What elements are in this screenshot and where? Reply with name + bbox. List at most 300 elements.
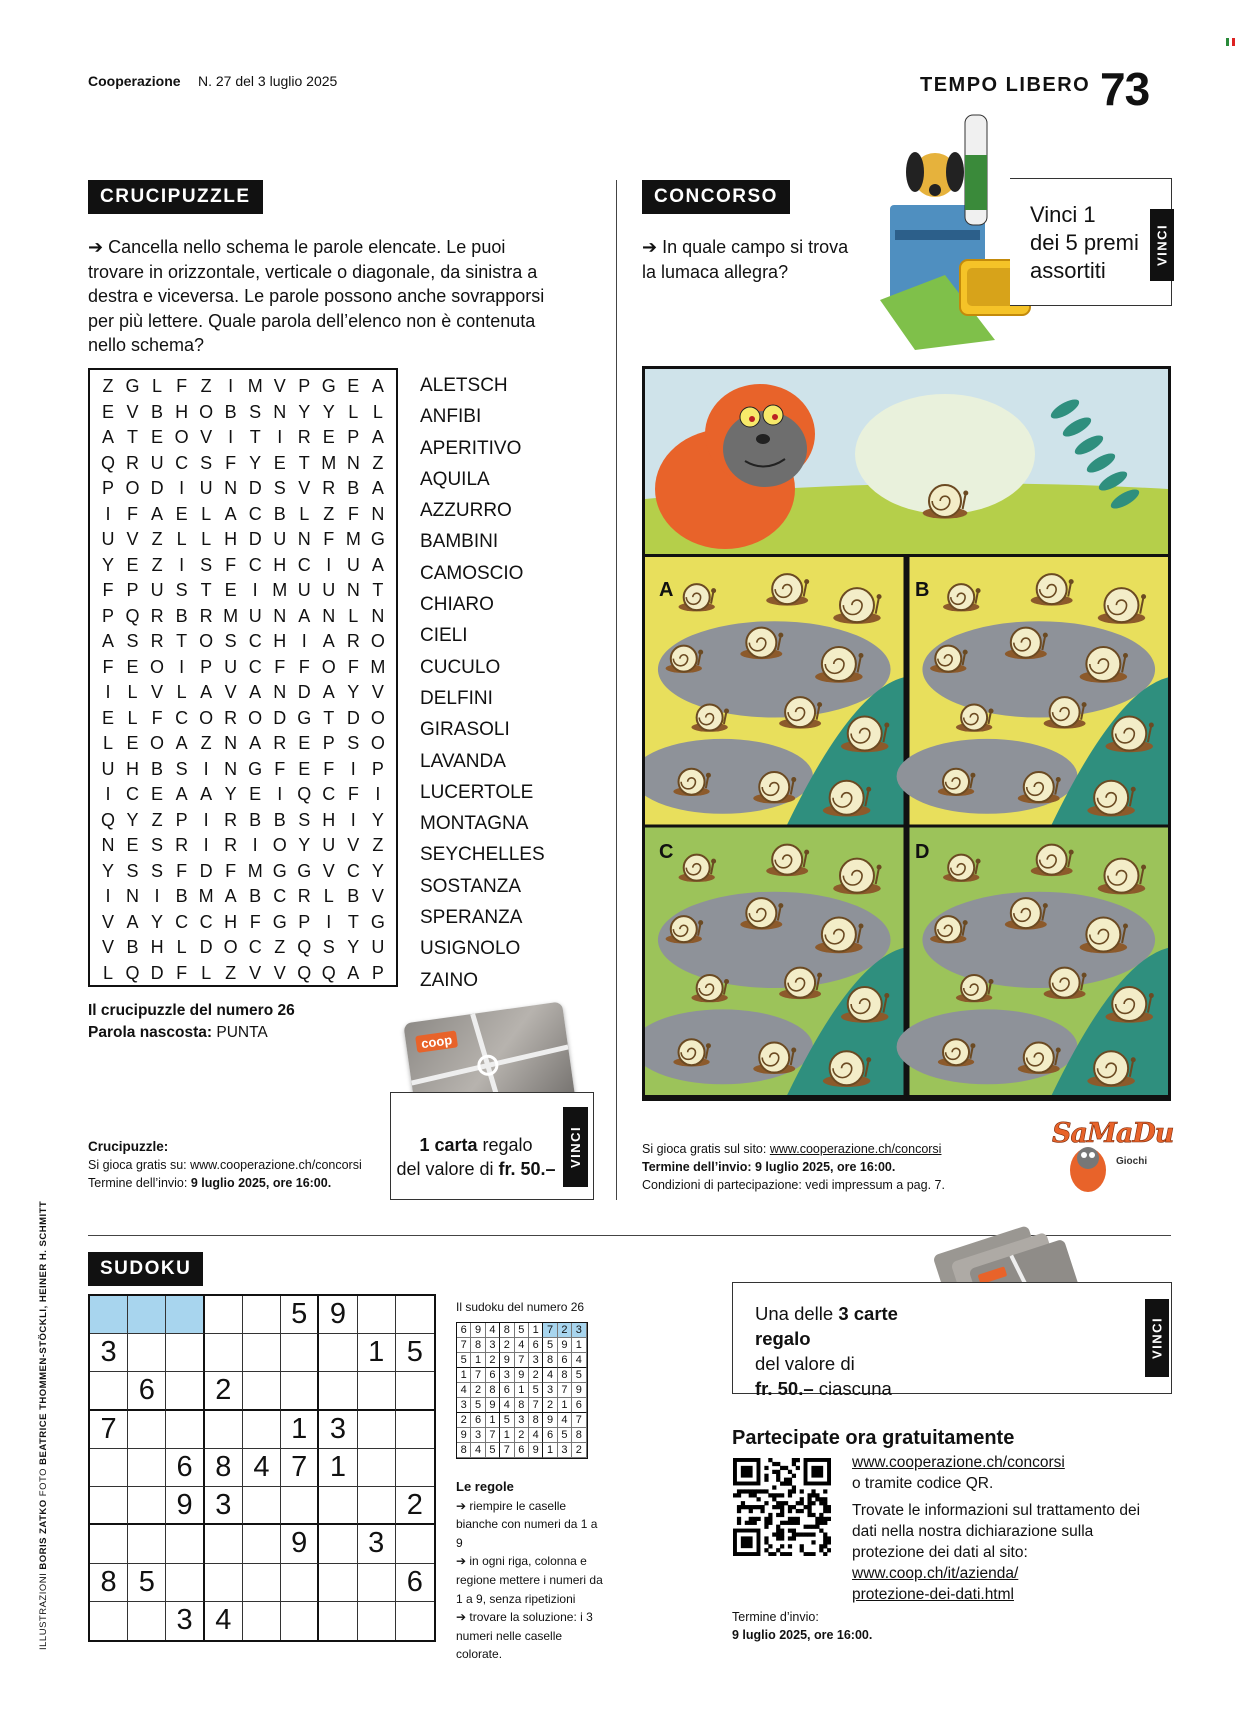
grid-letter[interactable]: U — [297, 580, 311, 601]
grid-letter[interactable]: Q — [297, 962, 312, 983]
grid-letter[interactable]: S — [273, 478, 286, 499]
grid-letter[interactable]: C — [199, 911, 213, 932]
sudoku-cell[interactable] — [128, 1411, 166, 1449]
grid-letter[interactable]: T — [323, 707, 335, 728]
grid-letter[interactable]: T — [347, 911, 359, 932]
grid-letter[interactable]: N — [273, 605, 287, 626]
grid-letter[interactable]: D — [273, 707, 287, 728]
grid-letter[interactable]: E — [126, 835, 139, 856]
grid-letter[interactable]: R — [150, 605, 164, 626]
sudoku-cell[interactable] — [128, 1334, 166, 1372]
grid-letter[interactable]: N — [126, 886, 140, 907]
grid-letter[interactable]: S — [175, 758, 188, 779]
grid-letter[interactable]: G — [248, 758, 263, 779]
grid-letter[interactable]: V — [273, 376, 286, 397]
grid-letter[interactable]: Z — [151, 554, 163, 575]
sudoku-cell[interactable] — [319, 1564, 357, 1602]
grid-letter[interactable]: U — [248, 605, 262, 626]
grid-letter[interactable]: L — [176, 529, 187, 550]
grid-letter[interactable]: B — [224, 401, 237, 422]
grid-letter[interactable]: G — [370, 911, 385, 932]
grid-letter[interactable]: N — [224, 478, 238, 499]
sudoku-cell[interactable] — [358, 1564, 396, 1602]
grid-letter[interactable]: C — [126, 784, 140, 805]
grid-letter[interactable]: C — [248, 937, 262, 958]
grid-letter[interactable]: A — [224, 886, 237, 907]
grid-letter[interactable]: N — [101, 835, 115, 856]
grid-letter[interactable]: I — [154, 886, 160, 907]
grid-letter[interactable]: L — [201, 529, 212, 550]
sudoku-cell[interactable] — [396, 1602, 434, 1640]
sudoku-cell[interactable] — [243, 1602, 281, 1640]
sudoku-cell[interactable] — [90, 1296, 128, 1334]
grid-letter[interactable]: L — [299, 503, 310, 524]
sudoku-cell[interactable] — [396, 1525, 434, 1563]
grid-letter[interactable]: Z — [225, 962, 237, 983]
grid-letter[interactable]: C — [273, 886, 287, 907]
sudoku-cell[interactable] — [243, 1372, 281, 1410]
grid-letter[interactable]: P — [347, 427, 360, 448]
grid-letter[interactable]: E — [273, 452, 286, 473]
grid-letter[interactable]: E — [322, 427, 335, 448]
grid-letter[interactable]: G — [321, 376, 336, 397]
grid-letter[interactable]: T — [127, 427, 139, 448]
grid-letter[interactable]: L — [201, 503, 212, 524]
grid-letter[interactable]: Q — [125, 962, 140, 983]
grid-letter[interactable]: A — [371, 554, 384, 575]
sudoku-cell[interactable] — [358, 1602, 396, 1640]
grid-letter[interactable]: M — [198, 886, 214, 907]
grid-letter[interactable]: I — [301, 631, 307, 652]
grid-letter[interactable]: U — [346, 554, 360, 575]
grid-letter[interactable]: S — [298, 809, 311, 830]
grid-letter[interactable]: B — [151, 758, 164, 779]
sudoku-cell[interactable] — [205, 1525, 243, 1563]
grid-letter[interactable]: E — [101, 401, 114, 422]
grid-letter[interactable]: N — [224, 733, 238, 754]
grid-letter[interactable]: U — [101, 529, 115, 550]
grid-letter[interactable]: S — [347, 733, 360, 754]
grid-letter[interactable]: L — [323, 886, 334, 907]
grid-letter[interactable]: U — [371, 937, 385, 958]
grid-letter[interactable]: O — [199, 707, 214, 728]
grid-letter[interactable]: Y — [249, 452, 262, 473]
grid-letter[interactable]: H — [224, 529, 238, 550]
grid-letter[interactable]: Z — [372, 835, 384, 856]
grid-letter[interactable]: I — [228, 427, 234, 448]
grid-letter[interactable]: G — [370, 529, 385, 550]
grid-letter[interactable]: F — [127, 503, 139, 524]
grid-letter[interactable]: G — [297, 707, 312, 728]
grid-letter[interactable]: V — [200, 427, 213, 448]
sudoku-cell[interactable] — [166, 1411, 204, 1449]
grid-letter[interactable]: V — [347, 835, 360, 856]
grid-letter[interactable]: F — [274, 758, 286, 779]
grid-letter[interactable]: Q — [100, 809, 115, 830]
grid-letter[interactable]: P — [371, 962, 384, 983]
grid-letter[interactable]: L — [102, 962, 113, 983]
grid-letter[interactable]: I — [105, 503, 111, 524]
sudoku-cell[interactable] — [166, 1372, 204, 1410]
sudoku-cell[interactable] — [281, 1372, 319, 1410]
grid-letter[interactable]: I — [350, 758, 356, 779]
grid-letter[interactable]: F — [176, 860, 188, 881]
grid-letter[interactable]: S — [126, 860, 139, 881]
grid-letter[interactable]: E — [298, 758, 311, 779]
grid-letter[interactable]: A — [322, 682, 335, 703]
grid-letter[interactable]: C — [175, 707, 189, 728]
grid-letter[interactable]: O — [150, 656, 165, 677]
grid-letter[interactable]: L — [102, 733, 113, 754]
grid-letter[interactable]: Z — [200, 733, 212, 754]
grid-letter[interactable]: A — [249, 733, 262, 754]
grid-letter[interactable]: U — [101, 758, 115, 779]
grid-letter[interactable]: Z — [151, 809, 163, 830]
grid-letter[interactable]: V — [273, 962, 286, 983]
grid-letter[interactable]: V — [126, 529, 139, 550]
sudoku-cell[interactable] — [166, 1296, 204, 1334]
sudoku-cell[interactable] — [396, 1372, 434, 1410]
grid-letter[interactable]: P — [298, 911, 311, 932]
grid-letter[interactable]: I — [105, 784, 111, 805]
grid-letter[interactable]: O — [150, 733, 165, 754]
grid-letter[interactable]: S — [151, 835, 164, 856]
grid-letter[interactable]: F — [225, 554, 237, 575]
grid-letter[interactable]: E — [249, 784, 262, 805]
grid-letter[interactable]: B — [151, 401, 164, 422]
grid-letter[interactable]: P — [371, 758, 384, 779]
sudoku-cell[interactable] — [90, 1372, 128, 1410]
grid-letter[interactable]: A — [151, 503, 164, 524]
grid-letter[interactable]: N — [273, 401, 287, 422]
grid-letter[interactable]: V — [322, 860, 335, 881]
sudoku-cell[interactable] — [90, 1449, 128, 1487]
grid-letter[interactable]: Y — [371, 809, 384, 830]
grid-letter[interactable]: Q — [321, 962, 336, 983]
grid-letter[interactable]: C — [248, 503, 262, 524]
grid-letter[interactable]: A — [101, 427, 114, 448]
sudoku-cell[interactable] — [166, 1525, 204, 1563]
grid-letter[interactable]: L — [348, 401, 359, 422]
grid-letter[interactable]: F — [225, 860, 237, 881]
grid-letter[interactable]: E — [175, 503, 188, 524]
grid-letter[interactable]: T — [176, 631, 188, 652]
grid-letter[interactable]: Y — [322, 401, 335, 422]
grid-letter[interactable]: D — [346, 707, 360, 728]
sudoku-cell[interactable] — [205, 1411, 243, 1449]
sudoku-cell[interactable] — [243, 1411, 281, 1449]
grid-letter[interactable]: P — [101, 478, 114, 499]
privacy-url-1[interactable]: www.coop.ch/it/azienda/ — [852, 1565, 1019, 1582]
grid-letter[interactable]: E — [126, 554, 139, 575]
grid-letter[interactable]: F — [225, 452, 237, 473]
grid-letter[interactable]: D — [199, 937, 213, 958]
sudoku-cell[interactable] — [243, 1296, 281, 1334]
sudoku-cell[interactable] — [166, 1334, 204, 1372]
grid-letter[interactable]: B — [273, 809, 286, 830]
grid-letter[interactable]: Y — [371, 860, 384, 881]
qr-code-icon[interactable] — [733, 1458, 831, 1556]
grid-letter[interactable]: D — [199, 860, 213, 881]
sudoku-cell[interactable] — [281, 1564, 319, 1602]
grid-letter[interactable]: F — [249, 911, 261, 932]
grid-letter[interactable]: P — [322, 733, 335, 754]
grid-letter[interactable]: L — [127, 682, 138, 703]
sudoku-cell[interactable] — [243, 1564, 281, 1602]
grid-letter[interactable]: B — [273, 503, 286, 524]
sudoku-cell[interactable] — [205, 1296, 243, 1334]
grid-letter[interactable]: I — [277, 784, 283, 805]
grid-letter[interactable]: A — [200, 682, 213, 703]
grid-letter[interactable]: Z — [323, 503, 335, 524]
grid-letter[interactable]: O — [321, 656, 336, 677]
sudoku-cell[interactable] — [243, 1487, 281, 1525]
grid-letter[interactable]: H — [273, 554, 287, 575]
grid-letter[interactable]: L — [176, 937, 187, 958]
grid-letter[interactable]: N — [371, 503, 385, 524]
grid-letter[interactable]: I — [350, 809, 356, 830]
sudoku-cell[interactable] — [128, 1296, 166, 1334]
grid-letter[interactable]: Z — [151, 529, 163, 550]
grid-letter[interactable]: C — [248, 554, 262, 575]
sudoku-grid[interactable] — [88, 1294, 436, 1642]
grid-letter[interactable]: F — [323, 529, 335, 550]
grid-letter[interactable]: Q — [100, 452, 115, 473]
sudoku-cell[interactable] — [128, 1487, 166, 1525]
sudoku-cell[interactable] — [281, 1487, 319, 1525]
grid-letter[interactable]: H — [150, 937, 164, 958]
grid-letter[interactable]: F — [176, 376, 188, 397]
grid-letter[interactable]: Y — [224, 784, 237, 805]
grid-letter[interactable]: R — [322, 478, 336, 499]
grid-letter[interactable]: G — [125, 376, 140, 397]
grid-letter[interactable]: C — [175, 452, 189, 473]
grid-letter[interactable]: D — [150, 478, 164, 499]
grid-letter[interactable]: R — [346, 631, 360, 652]
grid-letter[interactable]: I — [179, 478, 185, 499]
grid-letter[interactable]: Y — [101, 554, 114, 575]
grid-letter[interactable]: A — [200, 784, 213, 805]
grid-letter[interactable]: R — [150, 631, 164, 652]
grid-letter[interactable]: P — [200, 656, 213, 677]
grid-letter[interactable]: A — [175, 784, 188, 805]
grid-letter[interactable]: G — [272, 911, 287, 932]
grid-letter[interactable]: O — [174, 427, 189, 448]
grid-letter[interactable]: L — [201, 962, 212, 983]
grid-letter[interactable]: D — [150, 962, 164, 983]
grid-letter[interactable]: T — [298, 452, 310, 473]
grid-letter[interactable]: M — [247, 376, 263, 397]
grid-letter[interactable]: Y — [347, 937, 360, 958]
grid-letter[interactable]: B — [126, 937, 139, 958]
grid-letter[interactable]: T — [249, 427, 261, 448]
grid-letter[interactable]: N — [273, 682, 287, 703]
grid-letter[interactable]: V — [224, 682, 237, 703]
grid-letter[interactable]: I — [105, 886, 111, 907]
grid-letter[interactable]: B — [347, 478, 360, 499]
grid-letter[interactable]: B — [175, 886, 188, 907]
sudoku-cell[interactable] — [319, 1334, 357, 1372]
grid-letter[interactable]: O — [125, 478, 140, 499]
cta-url-link[interactable]: www.cooperazione.ch/concorsi — [852, 1454, 1065, 1471]
sudoku-cell[interactable] — [396, 1296, 434, 1334]
grid-letter[interactable]: R — [224, 707, 238, 728]
sudoku-cell[interactable] — [128, 1602, 166, 1640]
grid-letter[interactable]: N — [224, 758, 238, 779]
grid-letter[interactable]: A — [101, 631, 114, 652]
grid-letter[interactable]: C — [248, 631, 262, 652]
grid-letter[interactable]: A — [347, 962, 360, 983]
sudoku-cell[interactable] — [90, 1602, 128, 1640]
sudoku-cell[interactable] — [90, 1525, 128, 1563]
grid-letter[interactable]: N — [346, 452, 360, 473]
grid-letter[interactable]: O — [272, 835, 287, 856]
grid-letter[interactable]: A — [371, 478, 384, 499]
grid-letter[interactable]: R — [224, 809, 238, 830]
grid-letter[interactable]: F — [347, 503, 359, 524]
grid-letter[interactable]: G — [272, 860, 287, 881]
grid-letter[interactable]: S — [200, 452, 213, 473]
grid-letter[interactable]: C — [175, 911, 189, 932]
grid-letter[interactable]: A — [322, 631, 335, 652]
grid-letter[interactable]: U — [224, 656, 238, 677]
grid-letter[interactable]: R — [273, 733, 287, 754]
grid-letter[interactable]: M — [345, 529, 361, 550]
grid-letter[interactable]: S — [249, 401, 262, 422]
grid-letter[interactable]: I — [252, 580, 258, 601]
grid-letter[interactable]: L — [127, 707, 138, 728]
grid-letter[interactable]: R — [126, 452, 140, 473]
grid-letter[interactable]: M — [272, 580, 288, 601]
sudoku-cell[interactable] — [358, 1449, 396, 1487]
sudoku-cell[interactable] — [358, 1296, 396, 1334]
grid-letter[interactable]: F — [274, 656, 286, 677]
grid-letter[interactable]: Y — [347, 682, 360, 703]
grid-letter[interactable]: B — [249, 886, 262, 907]
sudoku-cell[interactable] — [90, 1487, 128, 1525]
grid-letter[interactable]: M — [247, 860, 263, 881]
grid-letter[interactable]: B — [175, 605, 188, 626]
grid-letter[interactable]: V — [101, 911, 114, 932]
grid-letter[interactable]: E — [151, 427, 164, 448]
grid-letter[interactable]: P — [126, 580, 139, 601]
grid-letter[interactable]: R — [224, 835, 238, 856]
grid-letter[interactable]: F — [151, 707, 163, 728]
grid-letter[interactable]: N — [322, 605, 336, 626]
grid-letter[interactable]: U — [150, 452, 164, 473]
sudoku-cell[interactable] — [166, 1564, 204, 1602]
grid-letter[interactable]: R — [297, 427, 311, 448]
grid-letter[interactable]: S — [175, 580, 188, 601]
grid-letter[interactable]: F — [347, 784, 359, 805]
grid-letter[interactable]: C — [248, 656, 262, 677]
grid-letter[interactable]: V — [371, 682, 384, 703]
grid-letter[interactable]: S — [224, 631, 237, 652]
grid-letter[interactable]: O — [248, 707, 263, 728]
grid-letter[interactable]: O — [199, 631, 214, 652]
grid-letter[interactable]: V — [151, 682, 164, 703]
grid-letter[interactable]: F — [176, 962, 188, 983]
grid-letter[interactable]: D — [297, 682, 311, 703]
grid-letter[interactable]: A — [249, 682, 262, 703]
grid-letter[interactable]: V — [101, 937, 114, 958]
grid-letter[interactable]: E — [151, 784, 164, 805]
grid-letter[interactable]: I — [277, 427, 283, 448]
grid-letter[interactable]: F — [102, 580, 114, 601]
grid-letter[interactable]: R — [175, 835, 189, 856]
sudoku-cell[interactable] — [205, 1334, 243, 1372]
grid-letter[interactable]: S — [322, 937, 335, 958]
grid-letter[interactable]: I — [228, 376, 234, 397]
grid-letter[interactable]: F — [298, 656, 310, 677]
grid-letter[interactable]: P — [298, 376, 311, 397]
grid-letter[interactable]: O — [370, 733, 385, 754]
privacy-url-2[interactable]: protezione-dei-dati.html — [852, 1586, 1014, 1603]
sudoku-cell[interactable] — [205, 1564, 243, 1602]
grid-letter[interactable]: I — [105, 682, 111, 703]
grid-letter[interactable]: O — [370, 707, 385, 728]
grid-letter[interactable]: O — [370, 631, 385, 652]
sudoku-cell[interactable] — [319, 1525, 357, 1563]
grid-letter[interactable]: R — [297, 886, 311, 907]
grid-letter[interactable]: U — [322, 835, 336, 856]
grid-letter[interactable]: H — [175, 401, 189, 422]
grid-letter[interactable]: V — [371, 886, 384, 907]
grid-letter[interactable]: A — [371, 376, 384, 397]
grid-letter[interactable]: L — [152, 376, 163, 397]
grid-letter[interactable]: R — [199, 605, 213, 626]
grid-letter[interactable]: F — [323, 758, 335, 779]
grid-letter[interactable]: L — [372, 401, 383, 422]
grid-letter[interactable]: I — [326, 554, 332, 575]
grid-letter[interactable]: E — [126, 656, 139, 677]
grid-letter[interactable]: M — [321, 452, 337, 473]
grid-letter[interactable]: C — [297, 554, 311, 575]
grid-letter[interactable]: B — [347, 886, 360, 907]
grid-letter[interactable]: Y — [298, 835, 311, 856]
sudoku-cell[interactable] — [358, 1411, 396, 1449]
grid-letter[interactable]: F — [102, 656, 114, 677]
sudoku-cell[interactable] — [128, 1525, 166, 1563]
grid-letter[interactable]: C — [346, 860, 360, 881]
grid-letter[interactable]: Q — [297, 937, 312, 958]
grid-letter[interactable]: H — [273, 631, 287, 652]
grid-letter[interactable]: C — [322, 784, 336, 805]
grid-letter[interactable]: U — [199, 478, 213, 499]
grid-letter[interactable]: V — [126, 401, 139, 422]
grid-letter[interactable]: O — [199, 401, 214, 422]
grid-letter[interactable]: Q — [297, 784, 312, 805]
grid-letter[interactable]: E — [126, 733, 139, 754]
sudoku-cell[interactable] — [128, 1449, 166, 1487]
sudoku-cell[interactable] — [358, 1487, 396, 1525]
grid-letter[interactable]: A — [298, 605, 311, 626]
grid-letter[interactable]: P — [175, 809, 188, 830]
grid-letter[interactable]: I — [203, 835, 209, 856]
grid-letter[interactable]: N — [297, 529, 311, 550]
grid-letter[interactable]: T — [372, 580, 384, 601]
sudoku-cell[interactable] — [358, 1372, 396, 1410]
grid-letter[interactable]: U — [322, 580, 336, 601]
grid-letter[interactable]: U — [273, 529, 287, 550]
grid-letter[interactable]: S — [200, 554, 213, 575]
grid-letter[interactable]: A — [175, 733, 188, 754]
grid-letter[interactable]: U — [150, 580, 164, 601]
grid-letter[interactable]: A — [224, 503, 237, 524]
sudoku-cell[interactable] — [243, 1334, 281, 1372]
word-search-grid[interactable] — [88, 368, 398, 987]
grid-letter[interactable]: Y — [151, 911, 164, 932]
